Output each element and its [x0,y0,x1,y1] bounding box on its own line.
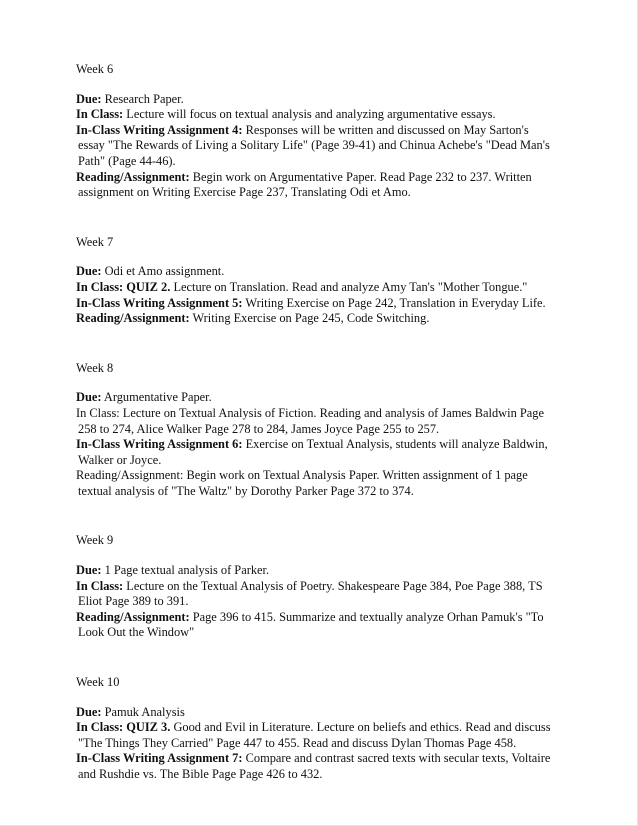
entry-text: and Rushdie vs. The Bible Page Page 426 to 432. [78,767,323,781]
entry-line [76,138,596,154]
entry-line [76,484,596,500]
entry-line [76,264,596,280]
entry-line [76,736,596,752]
entry-line [76,311,596,327]
entry-line [76,296,596,312]
entry-text: Pamuk Analysis [104,704,185,719]
entry-label: Reading/Assignment: [76,311,190,326]
entry-line [76,705,596,721]
entry-text: Exercise on Textual Analysis, students will analyze Baldwin, [245,437,548,452]
entry-line [76,720,596,736]
syllabus-content [76,62,596,817]
entry-line [76,406,596,422]
entry-label: Due: [76,91,102,106]
entry-line [76,468,596,484]
entry-label: Due: [76,390,102,405]
week-section [76,62,596,201]
entry-line [76,563,596,579]
week-title: Week 8 [76,360,114,375]
entry-line [76,579,596,595]
week-section [76,235,596,327]
entry-text: Look Out the Window" [78,625,195,640]
entry-line [76,751,596,767]
entry-text: Writing Exercise on Page 245, Code Switching. [192,311,430,326]
entry-line [76,154,596,170]
entry-text: Responses will be written and discussed on May Sarton's [245,122,529,137]
entry-label: In-Class Writing Assignment 4: [76,122,243,137]
entry-line [76,767,596,783]
entry-text: Compare and contrast sacred texts with secular texts, Voltaire [245,751,551,766]
entry-label: Due: [76,264,102,279]
entry-line [76,422,596,438]
week-title: Week 10 [76,675,120,690]
entry-label: In-Class Writing Assignment 5: [76,295,243,310]
entry-text: Lecture on Translation. Read and analyze Amy Tan's "Mother Tongue." [173,279,528,294]
entry-label: In-Class Writing Assignment 7: [76,751,243,766]
entry-text: Reading/Assignment: Begin work on Textual Analysis Paper. Written assignment of 1 page [76,468,528,483]
entry-label: In Class: QUIZ 3. [76,720,171,735]
entry-label: In-Class Writing Assignment 6: [76,437,243,452]
entry-line [76,610,596,626]
entry-label: In Class: [76,578,124,593]
week-title: Week 7 [76,234,114,249]
entry-label: Due: [76,563,102,578]
entry-text: "The Things They Carried" Page 447 to 455. Read and discuss Dylan Thomas Page 458. [78,735,517,750]
week-section [76,533,596,641]
entry-text: Good and Evil in Literature. Lecture on beliefs and ethics. Read and discuss [173,720,551,735]
entry-text: Page 396 to 415. Summarize and textually analyze Orhan Pamuk's "To [192,609,544,624]
entry-text: Lecture will focus on textual analysis and analyzing argumentative essays. [126,107,496,122]
entry-text: Writing Exercise on Page 242, Translation in Everyday Life. [245,295,546,310]
entry-text: 1 Page textual analysis of Parker. [104,563,270,578]
entry-label: Reading/Assignment: [76,609,190,624]
entry-line [76,437,596,453]
entry-line [76,280,596,296]
entry-label: In Class: [76,107,124,122]
entry-text: Argumentative Paper. [103,390,212,405]
entry-text: 258 to 274, Alice Walker Page 278 to 284, James Joyce Page 255 to 257. [78,421,440,436]
entry-line [76,92,596,108]
entry-text: Begin work on Argumentative Paper. Read Page 232 to 237. Written [192,169,532,184]
entry-text: Research Paper. [104,91,184,106]
week-section [76,675,596,783]
entry-text: essay "The Rewards of Living a Solitary Life" (Page 39-41) and Chinua Achebe's "Dead Man's [78,138,550,153]
week-title: Week 9 [76,533,114,548]
entry-label: Reading/Assignment: [76,169,190,184]
week-section [76,361,596,500]
entry-line [76,107,596,123]
entry-line [76,123,596,139]
entry-label: Due: [76,704,102,719]
entry-text: Odi et Amo assignment. [104,264,225,279]
entry-line [76,453,596,469]
entry-text: In Class: Lecture on Textual Analysis of Fiction. Reading and analysis of James Baldwin Page [76,405,544,420]
entry-text: Path" (Page 44-46). [78,153,176,168]
entry-line [76,625,596,641]
entry-line [76,170,596,186]
entry-label: In Class: QUIZ 2. [76,279,171,294]
entry-text: Eliot Page 389 to 391. [78,594,189,609]
entry-line [76,185,596,201]
entry-text: Walker or Joyce. [78,452,162,467]
entry-text: assignment on Writing Exercise Page 237, Translating Odi et Amo. [78,185,411,200]
entry-text: textual analysis of "The Waltz" by Dorothy Parker Page 372 to 374. [78,483,414,498]
entry-line [76,594,596,610]
week-title: Week 6 [76,62,114,76]
entry-line [76,390,596,406]
entry-text: Lecture on the Textual Analysis of Poetry. Shakespeare Page 384, Poe Page 388, TS [126,578,543,593]
